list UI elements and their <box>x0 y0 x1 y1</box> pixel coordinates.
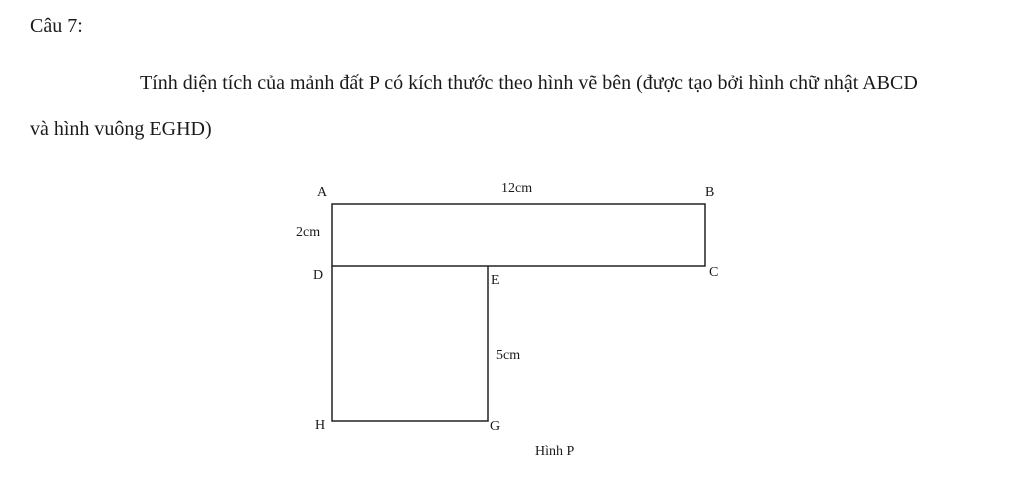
dimension-label-side: 2cm <box>296 225 321 240</box>
dimension-label-top: 12cm <box>501 181 533 196</box>
question-heading: Câu 7: <box>30 15 83 37</box>
point-label-h: H <box>315 418 326 433</box>
question-text-line-2: và hình vuông EGHD) <box>30 118 212 140</box>
point-label-b: B <box>705 185 715 200</box>
point-label-e: E <box>491 273 500 288</box>
point-label-d: D <box>313 268 324 283</box>
point-label-c: C <box>709 265 719 280</box>
dimension-label-square: 5cm <box>496 348 521 363</box>
square-eghd <box>332 266 488 421</box>
figure-caption: Hình P <box>535 444 575 459</box>
rectangle-abcd <box>332 204 705 266</box>
question-text-line-1: Tính diện tích của mảnh đất P có kích thước theo hình vẽ bên (được tạo bởi hình chữ nhật ABCD <box>140 72 918 94</box>
point-label-g: G <box>490 419 501 434</box>
point-label-a: A <box>317 185 328 200</box>
